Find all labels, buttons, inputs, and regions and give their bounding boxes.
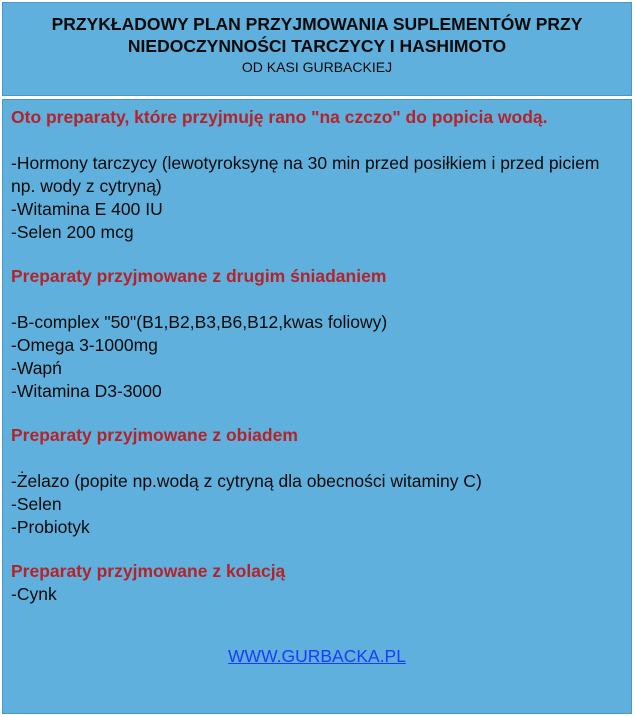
spacer [11, 129, 631, 152]
supplement-plan-panel [2, 99, 632, 714]
list-item: -B-complex "50"(B1,B2,B3,B6,B12,kwas foliowy) [11, 312, 388, 332]
list-item: -Selen 200 mcg [11, 222, 134, 242]
list-item: -Wapń [11, 358, 62, 378]
spacer [11, 244, 631, 265]
author-subtitle: OD KASI GURBACKIEJ [241, 59, 393, 75]
spacer [11, 539, 631, 560]
title-line-1: PRZYKŁADOWY PLAN PRZYJMOWANIA SUPLEMENTÓW PRZY [51, 14, 583, 34]
section-heading-morning: Oto preparaty, które przyjmuję rano "na czczo" do popicia wodą. [11, 107, 548, 127]
spacer [11, 447, 631, 470]
section-heading-lunch: Preparaty przyjmowane z obiadem [11, 425, 298, 445]
website-link[interactable]: WWW.GURBACKA.PL [228, 646, 406, 666]
footer [3, 645, 631, 668]
list-item: -Żelazo (popite np.wodą z cytryną dla obecności witaminy C) [11, 471, 482, 491]
list-item: -Witamina D3-3000 [11, 381, 162, 401]
list-item: -Witamina E 400 IU [11, 199, 163, 219]
section-heading-second-breakfast: Preparaty przyjmowane z drugim śniadaniem [11, 266, 387, 286]
list-item: -Cynk [11, 584, 57, 604]
list-item: -Probiotyk [11, 517, 90, 537]
title-line-2: NIEDOCZYNNOŚCI TARCZYCY I HASHIMOTO [127, 36, 507, 56]
spacer [11, 288, 631, 311]
list-item: -Omega 3-1000mg [11, 335, 158, 355]
list-item: -Selen [11, 494, 62, 514]
title-banner [2, 2, 632, 96]
spacer [11, 403, 631, 424]
list-item: -Hormony tarczycy (lewotyroksynę na 30 min przed posiłkiem i przed piciem np. wody z cytryną) [11, 153, 600, 196]
section-heading-dinner: Preparaty przyjmowane z kolacją [11, 561, 286, 581]
